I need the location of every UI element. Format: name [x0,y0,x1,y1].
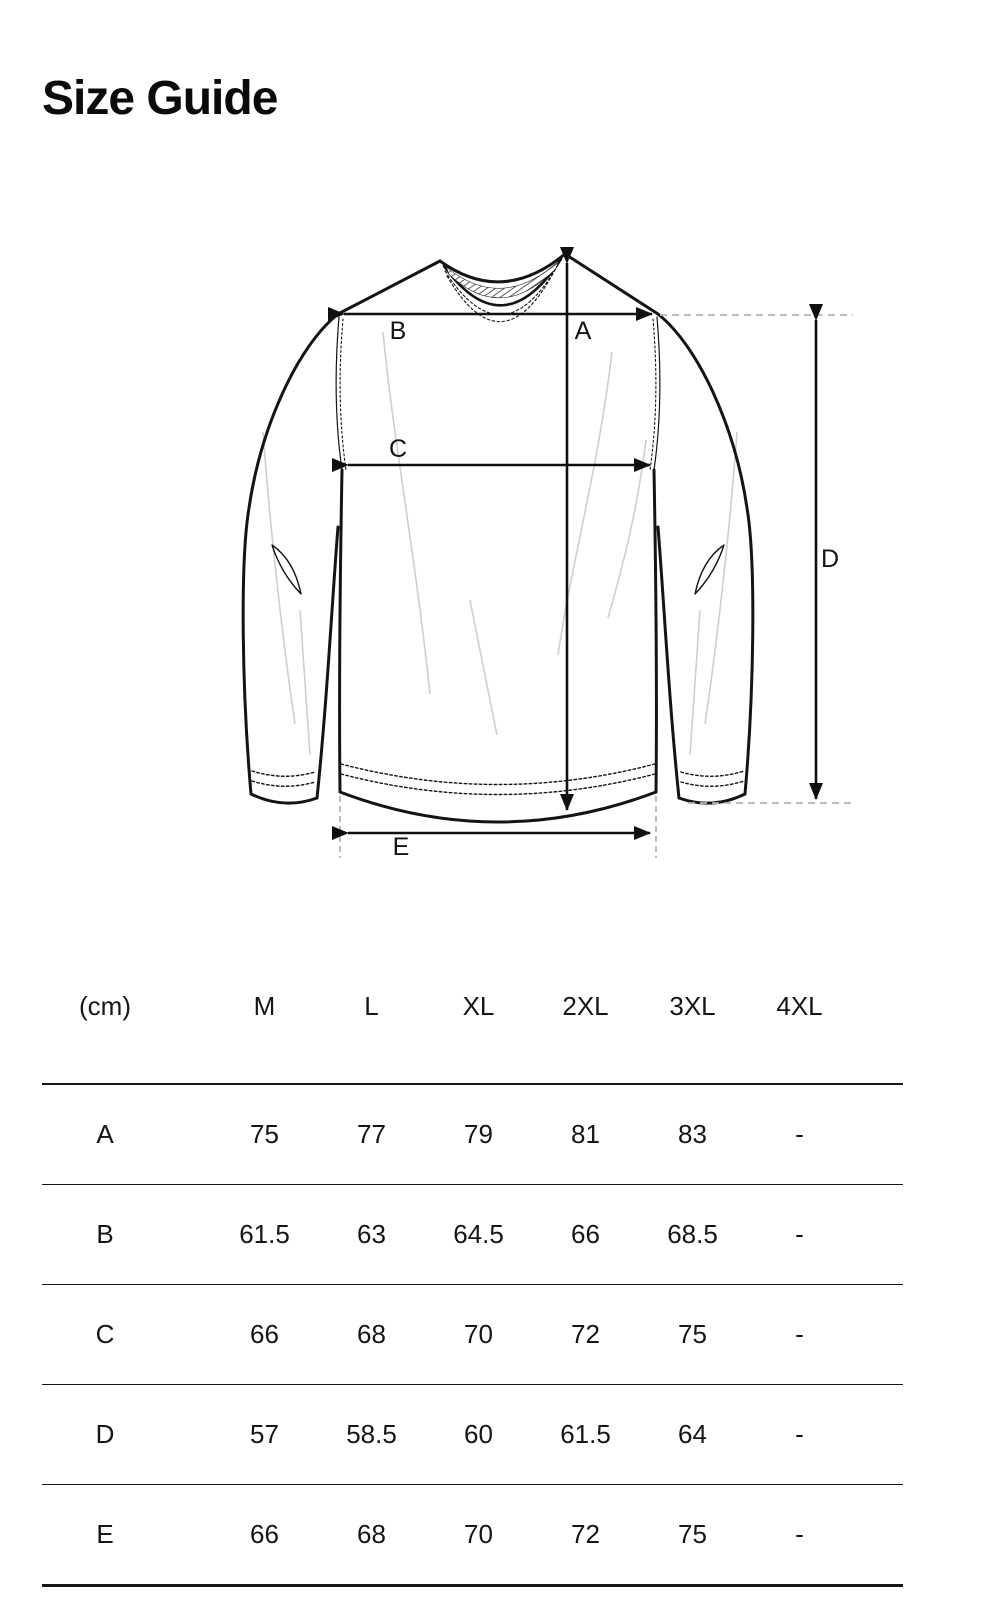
cell: 75 [678,1319,707,1349]
table-row-a [42,1085,903,1185]
left-sleeve [243,314,338,803]
right-sleeve [658,314,753,803]
measure-label-d: D [820,545,840,573]
measure-label-a: A [574,317,592,345]
row-label: B [96,1219,114,1249]
cell: 68 [357,1319,386,1349]
cell: - [795,1319,804,1349]
cell: 66 [250,1319,279,1349]
row-label: A [96,1119,114,1149]
header-cell-m: M [253,991,276,1021]
table-row-c [42,1285,903,1385]
cell: 83 [678,1119,707,1149]
header-cell-l: L [364,991,379,1021]
row-label: D [95,1419,115,1449]
cell: 70 [464,1319,493,1349]
size-table-header-row [42,930,903,1085]
cell: 64.5 [453,1219,504,1249]
measure-label-b: B [389,317,407,345]
cell: 70 [464,1519,493,1549]
left-shoulder-line [338,261,440,314]
shirt-outline [243,254,753,822]
cell: 68 [357,1519,386,1549]
cell: 79 [464,1119,493,1149]
table-row-d [42,1385,903,1485]
cell: 75 [250,1119,279,1149]
row-label: C [95,1319,115,1349]
header-cell-unit: (cm) [79,991,131,1021]
measure-label-e: E [392,833,410,861]
cell: - [795,1419,804,1449]
header-cell-2xl: 2XL [562,991,609,1021]
right-shoulder-line [565,254,658,314]
cell: 66 [571,1219,600,1249]
cell: 75 [678,1519,707,1549]
table-row-b [42,1185,903,1285]
header-cell-4xl: 4XL [776,991,823,1021]
header-cell-3xl: 3XL [669,991,716,1021]
cell: 57 [250,1419,279,1449]
fabric-crease-lines [263,332,737,755]
cell: 58.5 [346,1419,397,1449]
table-row-e [42,1485,903,1587]
cell: - [795,1119,804,1149]
cell: 77 [357,1119,386,1149]
row-label: E [96,1519,114,1549]
header-cell-xl: XL [462,991,495,1021]
cell: - [795,1219,804,1249]
cell: 61.5 [560,1419,611,1449]
shirt-body [336,317,660,822]
measure-arrows [344,263,816,833]
cell: 60 [464,1419,493,1449]
cell: 61.5 [239,1219,290,1249]
collar [440,254,565,322]
cell: 72 [571,1319,600,1349]
measure-label-c: C [388,435,408,463]
measure-labels [389,317,839,861]
cell: 64 [678,1419,707,1449]
right-elbow-fold [695,545,724,594]
cell: 81 [571,1119,600,1149]
cell: 66 [250,1519,279,1549]
cell: 68.5 [667,1219,718,1249]
cell: 72 [571,1519,600,1549]
page-title: Size Guide [42,72,278,125]
cell: 63 [357,1219,386,1249]
size-table [42,930,903,1587]
cell: - [795,1519,804,1549]
left-elbow-fold [272,545,301,594]
